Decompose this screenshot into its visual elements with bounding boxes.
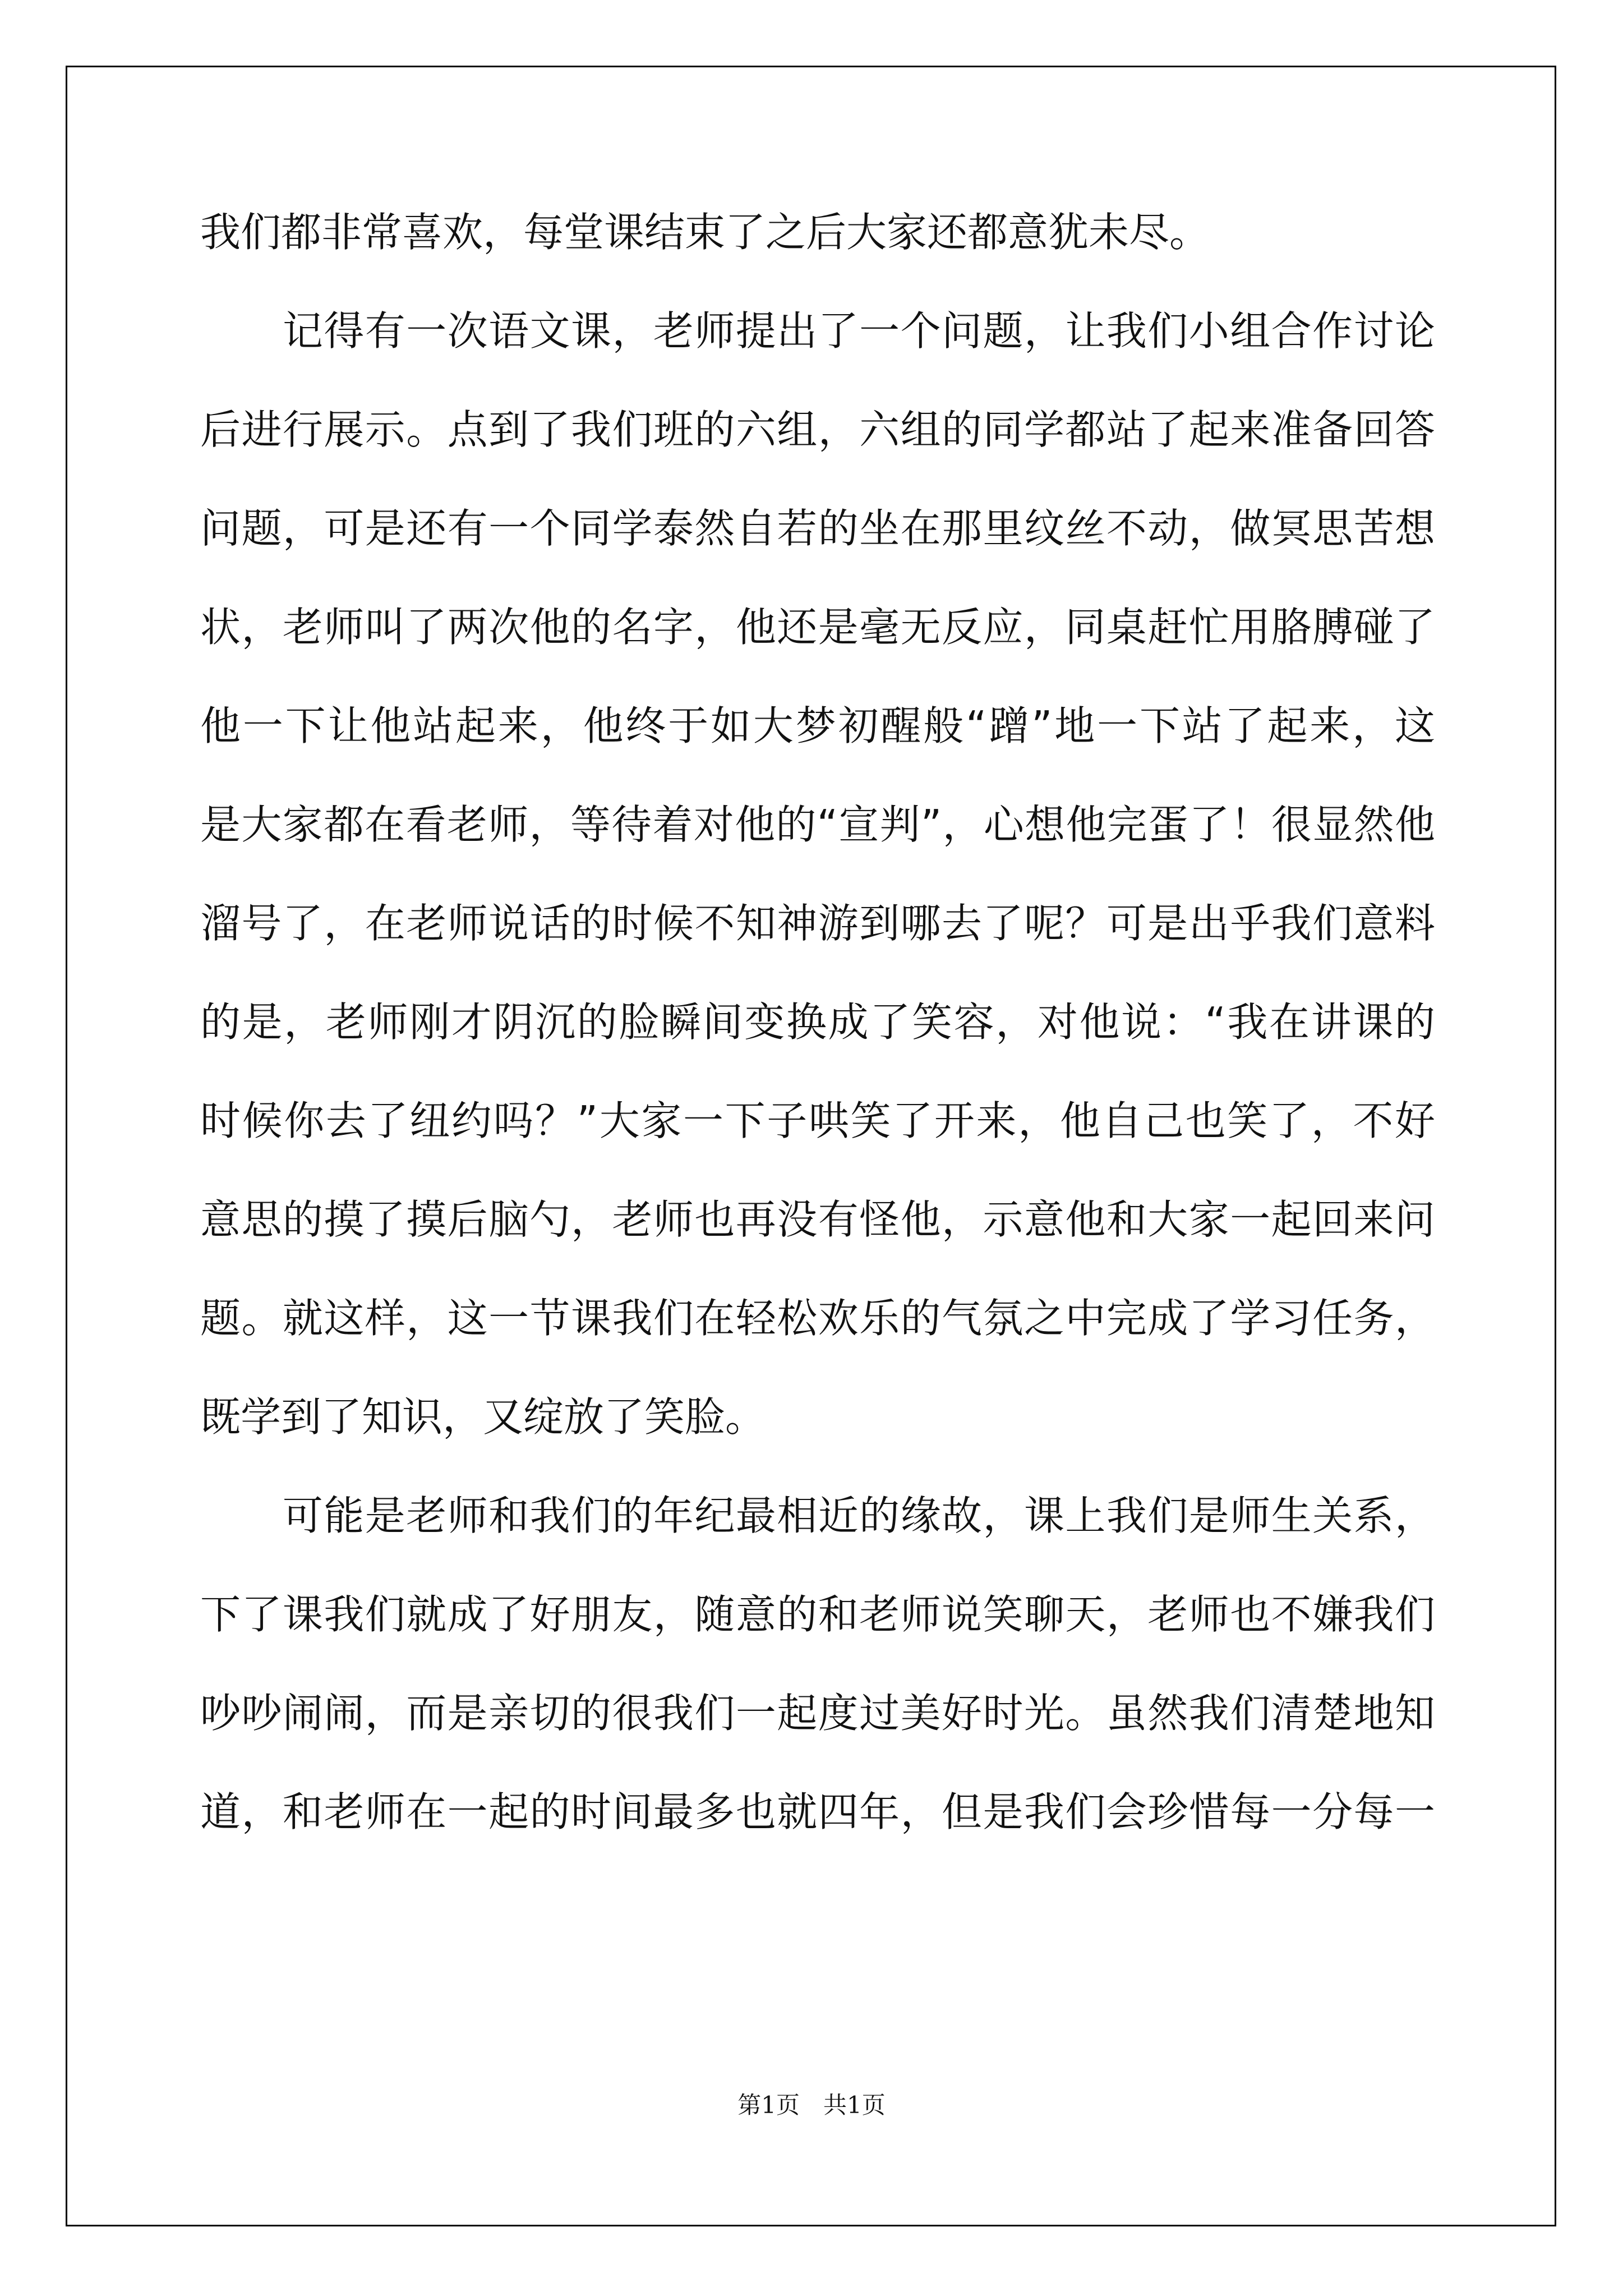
- text-line: 意思的摸了摸后脑勺，老师也再没有怪他，示意他和大家一起回来问: [200, 1196, 1435, 1243]
- text-line: 既学到了知识，又绽放了笑脸。: [200, 1393, 766, 1441]
- text-line: 道，和老师在一起的时间最多也就四年，但是我们会珍惜每一分每一: [200, 1788, 1435, 1835]
- text-line: 记得有一次语文课，老师提出了一个问题，让我们小组合作讨论: [200, 307, 1435, 355]
- text-line: 溜号了，在老师说话的时候不知神游到哪去了呢？可是出乎我们意料: [200, 900, 1435, 947]
- text-line: 是大家都在看老师，等待着对他的“宣判”，心想他完蛋了！很显然他: [200, 801, 1435, 848]
- text-line: 他一下让他站起来，他终于如大梦初醒般“蹭”地一下站了起来，这: [200, 702, 1435, 749]
- text-line: 时候你去了纽约吗？”大家一下子哄笑了开来，他自己也笑了，不好: [200, 1097, 1435, 1144]
- text-line: 下了课我们就成了好朋友，随意的和老师说笑聊天，老师也不嫌我们: [200, 1591, 1435, 1638]
- text-line: 可能是老师和我们的年纪最相近的缘故，课上我们是师生关系，: [200, 1492, 1435, 1539]
- text-line: 的是，老师刚才阴沉的脸瞬间变换成了笑容，对他说：“我在讲课的: [200, 999, 1435, 1046]
- document-body: [200, 209, 1435, 1890]
- text-line: 后进行展示。点到了我们班的六组，六组的同学都站了起来准备回答: [200, 406, 1435, 453]
- text-line: 我们都非常喜欢，每堂课结束了之后大家还都意犹未尽。: [200, 209, 1210, 256]
- page-footer: 第1页 共1页: [737, 2091, 886, 2119]
- text-line: 问题，可是还有一个同学泰然自若的坐在那里纹丝不动，做冥思苦想: [200, 505, 1435, 552]
- text-line: 状，老师叫了两次他的名字，他还是毫无反应，同桌赶忙用胳膊碰了: [200, 604, 1435, 651]
- text-line: 吵吵闹闹，而是亲切的很我们一起度过美好时光。虽然我们清楚地知: [200, 1690, 1435, 1737]
- text-line: 题。就这样，这一节课我们在轻松欢乐的气氛之中完成了学习任务，: [200, 1295, 1435, 1342]
